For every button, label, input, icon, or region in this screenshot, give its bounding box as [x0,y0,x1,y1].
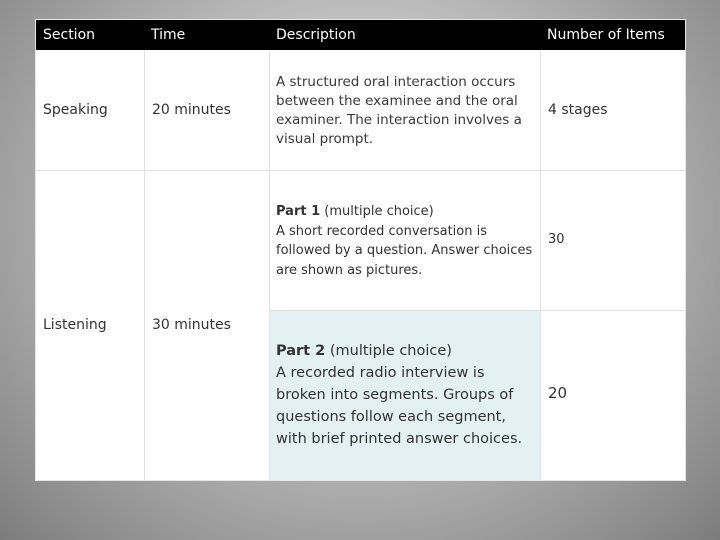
part1-title: Part 1 [276,204,321,219]
speaking-time: 20 minutes [152,102,231,118]
row-divider [36,170,685,171]
column-divider [540,50,541,480]
header-description: Description [276,27,356,43]
part2-description [276,340,538,450]
part1-type: (multiple choice) [320,204,434,219]
part1-items: 30 [548,232,565,247]
header-time: Time [151,27,186,43]
header-number-of-items: Number of Items [547,27,665,43]
speaking-items: 4 stages [548,102,608,118]
row-divider [269,310,685,311]
listening-section: Listening [43,317,107,333]
part2-title: Part 2 [276,343,326,359]
part2-text: A recorded radio interview is broken into segments. Groups of questions follow each segment, with brief printed answer choices. [276,365,523,447]
column-divider [144,50,145,480]
listening-time: 30 minutes [152,317,231,333]
speaking-description: A structured oral interaction occurs between the examinee and the oral examiner. The interaction involves a visual prompt. [276,74,522,147]
speaking-section: Speaking [43,102,108,118]
part1-text: A short recorded conversation is followed by a question. Answer choices are shown as pictures. [276,223,533,278]
part2-items: 20 [548,384,568,402]
header-section: Section [43,27,96,43]
column-divider [269,50,270,480]
part1-description [276,202,538,280]
exam-sections-table [36,20,685,480]
part2-type: (multiple choice) [325,343,452,359]
